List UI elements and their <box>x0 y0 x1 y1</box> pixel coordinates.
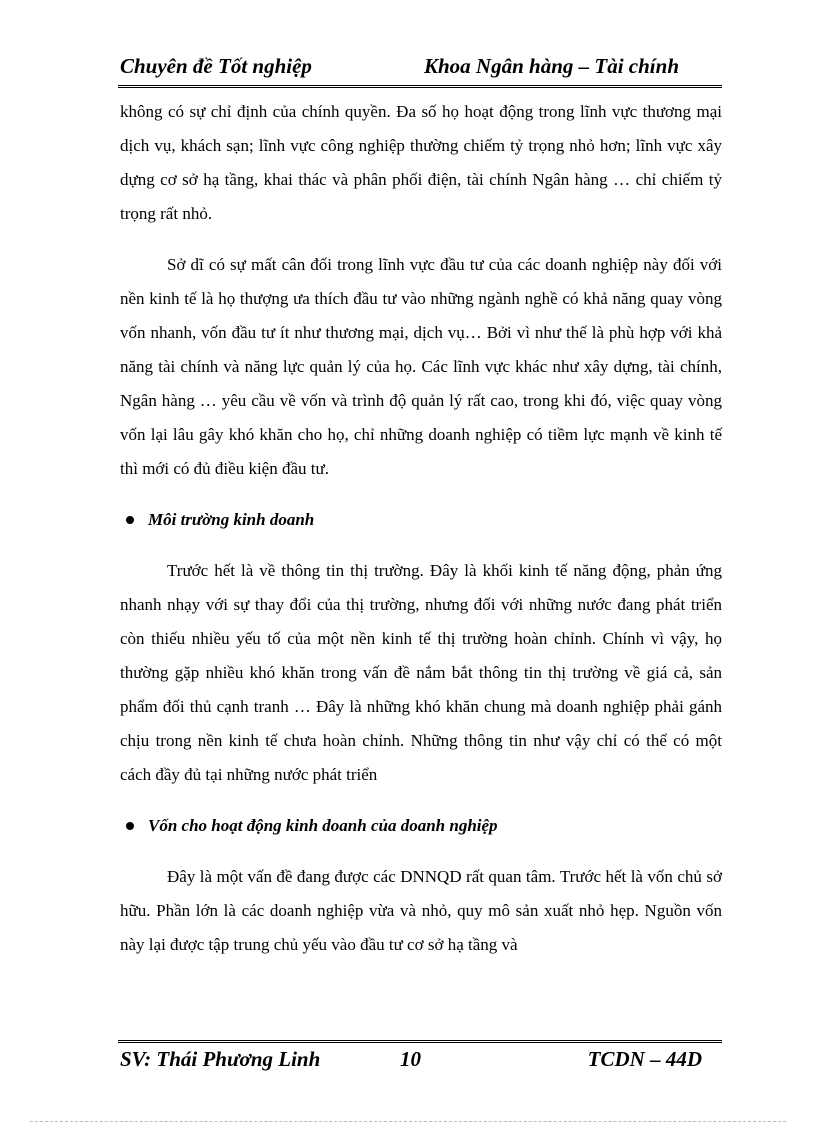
footer-student-name: SV: Thái Phương Linh <box>120 1047 321 1071</box>
bullet-icon <box>126 822 134 830</box>
document-body <box>120 95 722 962</box>
page-header <box>118 48 722 88</box>
section-heading-business-capital <box>120 809 722 843</box>
section-heading-text: Môi trường kinh doanh <box>148 510 315 529</box>
section-heading-text: Vốn cho hoạt động kinh doanh của doanh nghiệp <box>148 816 498 835</box>
paragraph-3: Trước hết là về thông tin thị trường. Đây là khối kinh tế năng động, phản ứng nhanh nhạy với sự thay đổi của thị trường, nhưng đối với những nước đang phát triển còn thiếu nhiều yếu tố của một nền kinh tế thị trường hoàn chỉnh. Chính vì vậy, họ thường gặp nhiều khó khăn trong vấn đề nắm bắt thông tin thị trường về giá cả, sản phẩm đối thủ cạnh tranh … Đây là những khó khăn chung mà doanh nghiệp phải gánh chịu trong nền kinh tế chưa hoàn chỉnh. Những thông tin như vậy chỉ có thể có một cách đầy đủ tại những nước phát triển <box>120 561 722 784</box>
footer-class-code: TCDN – 44D <box>587 1047 702 1071</box>
paragraph-1: không có sự chỉ định của chính quyền. Đa số họ hoạt động trong lĩnh vực thương mại dịch vụ, khách sạn; lĩnh vực công nghiệp thường chiếm tỷ trọng nhỏ hơn; lĩnh vực xây dựng cơ sở hạ tầng, khai thác và phân phối điện, tài chính Ngân hàng … chỉ chiếm tỷ trọng rất nhỏ. <box>120 102 722 223</box>
page-footer <box>118 1040 722 1080</box>
header-document-title: Chuyên đề Tốt nghiệp <box>120 54 312 78</box>
footer-page-number: 10 <box>400 1047 421 1071</box>
bullet-icon <box>126 516 134 524</box>
section-heading-business-environment <box>120 503 722 537</box>
header-department: Khoa Ngân hàng – Tài chính <box>424 54 679 78</box>
page-bottom-rule <box>30 1121 786 1122</box>
paragraph-4: Đây là một vấn đề đang được các DNNQD rất quan tâm. Trước hết là vốn chủ sở hữu. Phần lớn là các doanh nghiệp vừa và nhỏ, quy mô sản xuất nhỏ hẹp. Nguồn vốn này lại được tập trung chủ yếu vào đầu tư cơ sở hạ tầng và <box>120 867 722 954</box>
paragraph-2: Sở dĩ có sự mất cân đối trong lĩnh vực đầu tư của các doanh nghiệp này đối với nền kinh tế là họ thượng ưa thích đầu tư vào những ngành nghề có khả năng quay vòng vốn nhanh, vốn đầu tư ít như thương mại, dịch vụ… Bởi vì như thế là phù hợp với khả năng tài chính và năng lực quản lý của họ. Các lĩnh vực khác như xây dựng, tài chính, Ngân hàng … yêu cầu về vốn và trình độ quản lý rất cao, trong khi đó, việc quay vòng vốn lại lâu gây khó khăn cho họ, chỉ những doanh nghiệp có tiềm lực mạnh về kinh tế thì mới có đủ điều kiện đầu tư. <box>120 255 722 478</box>
